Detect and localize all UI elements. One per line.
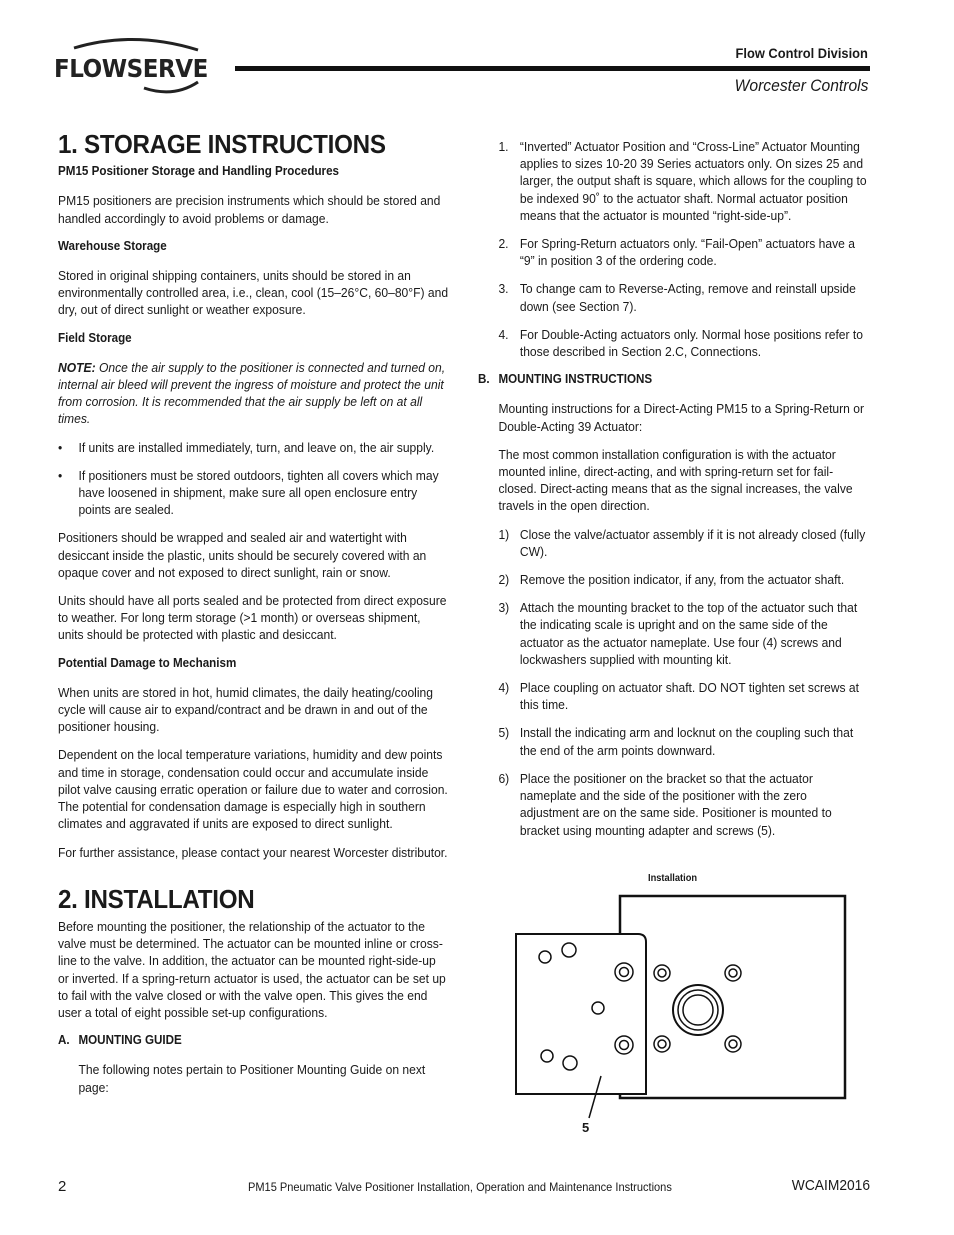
list-item: 3) Attach the mounting bracket to the top of the actuator such that the indicating scale is upright and on the same side of the actuator as the actuator nameplate. Use four (4) screws and lockwashers supplied with mounting kit. — [498, 600, 858, 667]
list-item: 1. “Inverted” Actuator Position and “Cross-Line” Actuator Mounting applies to sizes 10-20 39 Series actuators only. On sizes 25 and larger, the output shaft is square, which allows for the coupling to be indexed 90˚ to the actuator shaft. Normal actuator position means that the actuator is mounted “right-side-up”. — [498, 139, 867, 223]
list-item: 5) Install the indicating arm and locknut on the coupling such that the end of the arm points downward. — [498, 725, 854, 758]
page-number: 2 — [58, 1178, 67, 1195]
mounting-guide-text: The following notes pertain to Positioner Mounting Guide on next page: — [78, 1062, 426, 1095]
left-column — [58, 129, 450, 1107]
installation-intro: Before mounting the positioner, the relationship of the actuator to the valve must be determined. The actuator can be mounted inline or cross-line to the valve. In addition, the actuator can be mounted right-side-up or inverted. If a spring-return actuator is used, the actuator can be set up to fail with the valve closed or with the valve open. This gives the end user a total of eight possible set-up configurations. — [58, 918, 446, 1020]
subdivision-label: Worcester Controls — [734, 76, 868, 95]
installation-figure — [510, 890, 850, 1122]
header-rule — [235, 66, 870, 71]
field-heading: Field Storage — [58, 330, 132, 345]
damage-text-2: Dependent on the local temperature variations, humidity and dew points and time in storage, condensation could occur and accumulate inside pilot valve causing erratic operation or failure due to water and corrosion. The potential for condensation damage is especially high in southern climates and aggravated if units are exposed to direct sunlight. — [58, 747, 448, 832]
storage-title: 1. STORAGE INSTRUCTIONS — [58, 129, 386, 159]
right-column — [478, 138, 870, 850]
warehouse-heading: Warehouse Storage — [58, 238, 167, 253]
damage-text-1: When units are stored in hot, humid climates, the daily heating/cooling cycle will cause air to expand/contract and be drawn in and out of the positioner housing. — [58, 684, 434, 735]
note-text: Once the air supply to the positioner is connected and turned on, internal air bleed will prevent the ingress of moisture and protect the unit from corrosion. It is recommended that the air supply be left on at all times. — [58, 359, 446, 427]
wrap-text: Positioners should be wrapped and sealed air and watertight with desiccant inside the plastic, units should be securely covered with an opaque cover and not exposed to direct sunlight, rain or snow. — [58, 530, 427, 580]
damage-heading: Potential Damage to Mechanism — [58, 655, 237, 670]
contact-text: For further assistance, please contact your nearest Worcester distributor. — [58, 844, 448, 860]
list-item: • If units are installed immediately, turn, and leave on, the air supply. — [58, 439, 448, 456]
mounting-bracket — [516, 934, 646, 1094]
storage-intro: PM15 positioners are precision instruments which should be stored and handled accordingly to avoid problems or damage. — [58, 193, 441, 226]
mounting-text-1: Mounting instructions for a Direct-Acting PM15 to a Spring-Return or Double-Acting 39 Actuator: — [498, 401, 865, 434]
list-item: • If positioners must be stored outdoors, tighten all covers which may have loosened in shipment, make sure all open enclosure entry points are sealed. — [58, 467, 448, 519]
division-label: Flow Control Division — [735, 45, 868, 61]
figure-title: Installation — [648, 873, 698, 884]
storage-subtitle: PM15 Positioner Storage and Handling Procedures — [58, 164, 340, 179]
mounting-text-2: The most common installation configuration is with the actuator mounted inline, direct-acting, and with spring-return set for fail-closed. Direct-acting means that as the signal increases, the valve travels in the open direction. — [498, 446, 853, 514]
mounting-steps — [478, 526, 868, 839]
figure-callout: 5 — [582, 1120, 590, 1135]
footer-doc-title: PM15 Pneumatic Valve Positioner Installation, Operation and Maintenance Instructions — [248, 1180, 672, 1194]
list-item: 3. To change cam to Reverse-Acting, remove and reinstall upside down (see Section 7). — [498, 281, 856, 314]
mounting-instructions-heading: B. MOUNTING INSTRUCTIONS — [478, 372, 653, 387]
list-item: 4) Place coupling on actuator shaft. DO NOT tighten set screws at this time. — [498, 680, 859, 713]
warehouse-text: Stored in original shipping containers, units should be stored in an environmentally controlled area, i.e., clean, cool (15–26°C, 60–80°F) and dry, out of direct sunlight or weather exposure. — [58, 268, 449, 318]
field-note — [58, 359, 448, 428]
installation-title: 2. INSTALLATION — [58, 883, 255, 914]
list-item: 2) Remove the position indicator, if any, from the actuator shaft. — [498, 572, 845, 588]
mounting-guide-heading: A. MOUNTING GUIDE — [58, 1033, 182, 1048]
flowserve-logo — [52, 36, 217, 100]
storage-bullets — [58, 439, 448, 519]
list-item: 6) Place the positioner on the bracket so that the actuator nameplate and the side of the positioner with the zero adjustment are on the same side. Positioner is mounted to bracket using mounting adapter and screws (5). — [498, 770, 832, 838]
list-item: 1) Close the valve/actuator assembly if it is not already closed (fully CW). — [498, 526, 866, 559]
positioner-body — [620, 896, 845, 1098]
footer-doc-code: WCAIM2016 — [791, 1177, 870, 1194]
guide-notes — [478, 138, 868, 360]
logo-text: FLOWSERVE — [54, 54, 208, 83]
ports-text: Units should have all ports sealed and be protected from direct exposure to weather. For long term storage (>1 month) or overseas shipment, units should be protected with plastic and desiccant. — [58, 593, 447, 643]
note-label: NOTE: — [58, 359, 96, 375]
list-item: 4. For Double-Acting actuators only. Normal hose positions refer to those described in Section 2.C, Connections. — [498, 326, 864, 360]
list-item: 2. For Spring-Return actuators only. “Fail-Open” actuators have a “9” in position 3 of the ordering code. — [498, 236, 855, 269]
